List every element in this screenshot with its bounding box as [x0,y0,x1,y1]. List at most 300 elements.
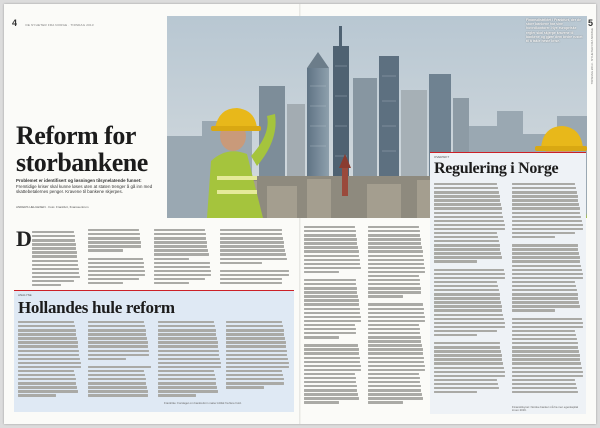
text-line [88,386,147,388]
text-line [154,274,211,276]
text-line [512,187,576,189]
text-line [226,333,284,335]
text-line [512,301,579,303]
text-line [18,350,79,352]
text-line [434,334,477,336]
text-line [368,250,423,252]
text-line [512,297,578,299]
sidebar-top-rule [14,290,294,291]
text-line [434,203,501,205]
text-line [154,262,210,264]
text-line [88,329,146,331]
text-line [368,344,422,346]
text-line [368,275,419,277]
text-line [88,245,141,247]
text-line [18,337,77,339]
text-line [18,382,76,384]
text-line [434,256,502,258]
text-line [512,273,583,275]
text-line [368,308,424,310]
text-line [434,330,497,332]
text-line [434,301,501,303]
text-line [226,366,289,368]
text-line [88,350,149,352]
text-line [154,253,209,255]
text-line [434,326,505,328]
text-line [434,281,497,283]
regulation-tag: OVERSIKT [434,155,450,159]
text-line [304,238,357,240]
text-line [368,393,422,395]
regulation-column-1 [434,183,506,395]
regulation-top-rule [430,152,586,153]
text-line [304,324,355,326]
text-line [368,401,403,403]
text-line [434,367,504,369]
text-line [88,270,145,272]
text-line [154,249,208,251]
text-line [18,366,81,368]
text-line [512,314,581,316]
text-line [304,234,356,236]
text-line [368,271,425,273]
text-line [512,309,555,311]
text-line [434,269,504,271]
text-line [304,397,359,399]
text-line [154,278,205,280]
left-folio-text: DE NYHETER FRA NORGE · TIRSDAG 2013 [25,23,94,27]
text-line [88,378,146,380]
text-line [88,266,144,268]
text-line [512,354,580,356]
text-line [434,305,502,307]
text-line [434,232,497,234]
text-line [304,308,360,310]
text-line [158,362,221,364]
text-line [434,379,497,381]
text-line [304,365,361,367]
text-line [512,216,581,218]
text-line [434,354,502,356]
text-line [158,341,218,343]
text-line [434,260,477,262]
text-line [88,274,145,276]
text-line [512,260,580,262]
text-line [512,228,583,230]
text-line [220,233,282,235]
text-line [304,336,339,338]
text-line [18,321,74,323]
text-line [368,385,421,387]
text-line [158,394,196,396]
text-line [434,236,498,238]
text-line [512,375,583,377]
text-line [512,269,582,271]
text-line [158,329,216,331]
text-line [32,268,79,270]
text-line [18,370,74,372]
text-line [304,283,356,285]
text-line [368,312,424,314]
text-line [154,258,189,260]
text-line [220,258,287,260]
text-line [368,377,420,379]
text-line [434,387,499,389]
text-line [512,236,555,238]
text-line [368,316,425,318]
text-line [512,265,581,267]
text-line [220,274,289,276]
text-line [158,390,218,392]
text-line [32,264,78,266]
text-line [158,358,220,360]
text-line [304,263,360,265]
text-line [304,361,360,363]
byline: ANDERS HELGESEN · Foto: Frankfurt, finanssentrum [16,205,89,209]
text-line [88,253,143,255]
text-line [512,220,582,222]
text-line [304,369,361,371]
text-line [368,389,421,391]
text-line [512,379,575,381]
text-line [434,293,500,295]
text-line [368,336,421,338]
text-line [512,383,576,385]
text-line [158,366,221,368]
text-line [18,354,79,356]
text-line [220,270,289,272]
text-line [368,291,421,293]
text-line [368,295,403,297]
text-line [304,275,355,277]
text-line [368,328,420,330]
text-line [512,252,579,254]
text-line [32,280,74,282]
text-line [304,401,339,403]
sidebar-column-2 [88,321,152,398]
text-line [368,234,420,236]
text-line [88,321,144,323]
article-headline: Reform for storbankene [16,121,148,177]
text-line [304,316,361,318]
text-line [304,287,357,289]
text-line [226,325,283,327]
text-line [512,318,582,320]
text-line [434,244,500,246]
text-line [88,390,148,392]
text-line [158,354,219,356]
body-column-4 [220,229,290,286]
text-line [18,390,78,392]
text-line [434,375,505,377]
text-line [512,281,575,283]
text-line [226,329,284,331]
right-folio-text: TIRSDAG 2013 · NYHETER FRA NORGE [590,28,594,85]
text-line [304,246,358,248]
text-line [512,191,577,193]
text-line [512,362,581,364]
text-line [368,242,421,244]
body-column-3 [154,229,212,286]
text-line [512,350,579,352]
sidebar-footnote: Frankrike: Forslaget om bankreform møter kritikk fra flere hold. [164,401,242,405]
text-line [32,231,74,233]
text-line [434,342,500,344]
text-line [226,382,284,384]
sidebar-column-3 [158,321,222,398]
text-line [368,324,419,326]
text-line [434,371,505,373]
text-line [226,350,287,352]
text-line [88,394,148,396]
text-line [512,285,576,287]
text-line [18,345,78,347]
text-line [434,240,499,242]
right-page-number: 5 [588,18,594,28]
text-line [88,229,139,231]
regulation-footnote: Finanstilsynet: Norske banker må ha mer egenkapital innen 2016. [512,405,579,413]
text-line [32,247,76,249]
text-line [368,255,423,257]
text-line [304,242,357,244]
text-line [88,374,145,376]
text-line [512,224,583,226]
text-line [18,333,76,335]
text-line [304,230,356,232]
text-line [304,352,359,354]
text-line [88,333,146,335]
text-line [220,266,288,268]
lede-lead: Problemet er identifisert og løsningen tilsynelatende funnet: [16,178,142,183]
text-line [512,338,577,340]
newspaper-spread [4,4,596,424]
text-line [512,367,582,369]
text-line [512,183,575,185]
text-line [512,326,583,328]
text-line [88,233,140,235]
text-line [154,266,210,268]
text-line [226,354,287,356]
text-line [88,249,123,251]
text-line [434,248,500,250]
body-column-2 [88,229,146,286]
text-line [304,255,359,257]
text-line [226,386,264,388]
text-line [88,258,143,260]
text-line [18,341,78,343]
text-line [512,207,580,209]
text-line [368,283,420,285]
text-line [434,350,501,352]
text-line [304,344,358,346]
text-line [304,357,360,359]
text-line [32,255,77,257]
left-page-number: 4 [12,18,18,28]
text-line [368,381,420,383]
text-line [512,391,578,393]
text-line [368,373,419,375]
text-line [434,195,500,197]
text-line [88,354,149,356]
text-line [88,262,144,264]
text-line [368,299,423,301]
text-line [304,299,359,301]
text-line [304,332,356,334]
text-line [512,212,580,214]
text-line [304,377,356,379]
lede-body: Fremtidige kriser skal kunne løses uten at staten trenger å gå inn med skattebetalernes penger. Kravene til bankene skjerpes. [16,183,153,195]
text-line [304,279,356,281]
text-line [226,370,282,372]
text-line [158,382,216,384]
text-line [434,207,502,209]
text-line [512,248,578,250]
text-line [154,237,206,239]
text-line [304,226,355,228]
text-line [304,295,358,297]
sidebar-column-1 [18,321,82,398]
text-line [512,195,578,197]
text-line [304,348,359,350]
text-line [154,270,211,272]
text-line [512,342,578,344]
text-line [158,374,215,376]
text-line [226,321,282,323]
text-line [304,381,356,383]
text-line [154,229,205,231]
text-line [434,362,503,364]
article-lede [16,178,161,195]
text-line [220,237,283,239]
text-line [512,334,576,336]
text-line [512,293,578,295]
text-line [368,397,423,399]
text-line [304,340,357,342]
text-line [434,273,505,275]
text-line [158,345,218,347]
text-line [32,272,79,274]
text-line [158,386,217,388]
text-line [32,276,80,278]
text-line [434,212,502,214]
regulation-column-2 [512,183,584,395]
text-line [32,251,77,253]
text-line [434,285,498,287]
text-line [158,337,217,339]
text-line [88,362,151,364]
text-line [434,322,505,324]
text-line [88,382,146,384]
photo-caption: Finansdistriktet i Frankfurt, der de store bankene har sine hovedkontorer. Nye europeiske regler skal skjerpe kravene til bankene og gjøre dem bedre rustet til å takle neste krise. [526,18,583,44]
text-line [32,235,75,237]
text-line [158,321,214,323]
text-line [512,358,580,360]
sidebar-column-4 [226,321,290,390]
text-line [368,361,424,363]
text-line [18,378,76,380]
text-line [434,216,503,218]
text-line [434,224,505,226]
text-line [88,282,123,284]
sidebar-title: Hollandes hule reform [18,298,175,317]
text-line [304,259,360,261]
text-line [220,262,262,264]
text-line [368,230,420,232]
text-line [368,357,424,359]
text-line [512,203,579,205]
text-line [226,378,284,380]
text-line [154,282,189,284]
text-line [220,282,282,284]
text-line [32,284,61,286]
text-line [220,229,282,231]
text-line [368,287,421,289]
text-line [434,265,503,267]
text-line [88,241,141,243]
regulation-title: Regulering i Norge [434,160,559,177]
text-line [154,241,207,243]
text-line [88,358,126,360]
text-line [304,373,355,375]
text-line [220,241,284,243]
text-line [368,369,425,371]
text-line [512,322,583,324]
body-column-5 [304,226,362,405]
text-line [368,238,421,240]
text-line [434,220,504,222]
text-line [434,183,497,185]
text-line [226,374,283,376]
text-line [18,362,81,364]
sidebar-tag: ANALYSE [18,293,32,297]
text-line [220,245,284,247]
text-line [368,352,423,354]
text-line [368,332,420,334]
text-line [512,346,578,348]
text-line [434,252,501,254]
text-line [158,325,215,327]
text-line [434,318,504,320]
drop-cap: D [16,226,32,251]
text-line [304,393,358,395]
text-line [18,374,75,376]
text-line [434,358,502,360]
text-line [88,237,140,239]
text-line [304,312,360,314]
text-line [226,362,289,364]
text-line [434,383,498,385]
text-line [88,370,144,372]
text-line [220,278,282,280]
text-line [368,267,425,269]
text-line [32,243,76,245]
text-line [512,256,580,258]
text-line [154,233,206,235]
text-line [88,366,151,368]
text-line [368,246,422,248]
text-line [220,249,285,251]
text-line [304,267,361,269]
text-line [368,348,423,350]
text-line [226,358,288,360]
text-line [88,341,148,343]
text-line [512,305,580,307]
text-line [434,187,498,189]
text-line [158,378,216,380]
text-line [18,394,56,396]
text-line [304,328,356,330]
text-line [154,245,207,247]
